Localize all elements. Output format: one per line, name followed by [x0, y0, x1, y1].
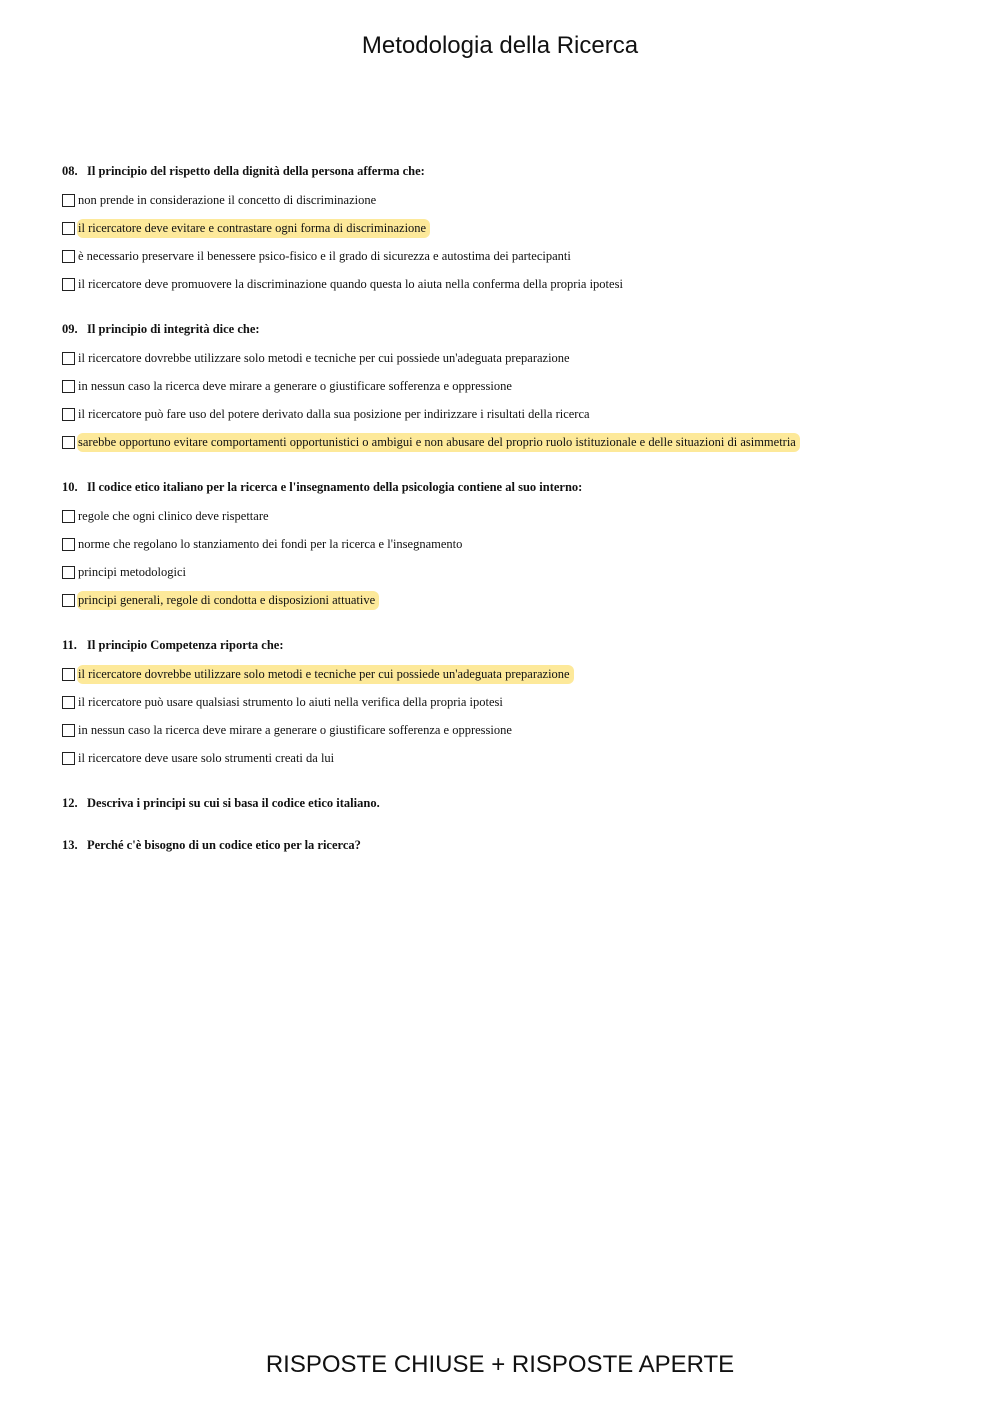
- answer-option[interactable]: [62, 530, 962, 558]
- question-number: 11.: [62, 638, 77, 652]
- question-text: Il principio Competenza riporta che:: [87, 638, 284, 652]
- checkbox[interactable]: [62, 250, 75, 263]
- option-text: regole che ogni clinico deve rispettare: [78, 508, 269, 523]
- question-number: 12.: [62, 796, 78, 810]
- answer-option[interactable]: [62, 344, 962, 372]
- option-text: principi metodologici: [78, 564, 186, 579]
- question-text: Il codice etico italiano per la ricerca e l'insegnamento della psicologia contiene al suo interno:: [87, 480, 583, 494]
- option-text-highlighted: sarebbe opportuno evitare comportamenti opportunistici o ambigui e non abusare del proprio ruolo istituzionale e delle situazioni di asimmetria: [77, 433, 800, 452]
- answer-option[interactable]: [62, 502, 962, 530]
- question-11: [62, 634, 962, 772]
- question-text: Perché c'è bisogno di un codice etico per la ricerca?: [87, 838, 361, 852]
- checkbox[interactable]: [62, 696, 75, 709]
- checkbox[interactable]: [62, 510, 75, 523]
- option-text-highlighted: il ricercatore deve evitare e contrastare ogni forma di discriminazione: [77, 219, 430, 238]
- answer-option[interactable]: [62, 744, 962, 772]
- answer-option[interactable]: [62, 586, 962, 614]
- option-text: il ricercatore può usare qualsiasi strumento lo aiuti nella verifica della propria ipotesi: [78, 694, 503, 709]
- question-number: 13.: [62, 838, 78, 852]
- question-13: [62, 834, 962, 856]
- question-list: [62, 160, 962, 876]
- answer-option[interactable]: [62, 558, 962, 586]
- checkbox[interactable]: [62, 538, 75, 551]
- checkbox[interactable]: [62, 668, 75, 681]
- option-text: il ricercatore deve usare solo strumenti creati da lui: [78, 750, 335, 765]
- answer-option[interactable]: [62, 688, 962, 716]
- option-text: in nessun caso la ricerca deve mirare a generare o giustificare sofferenza e oppressione: [78, 378, 512, 393]
- question-heading: [62, 318, 962, 340]
- question-number: 08.: [62, 164, 78, 178]
- checkbox[interactable]: [62, 724, 75, 737]
- answer-option[interactable]: [62, 372, 962, 400]
- question-number: 10.: [62, 480, 78, 494]
- option-text-highlighted: principi generali, regole di condotta e disposizioni attuative: [77, 591, 379, 610]
- question-text: Il principio del rispetto della dignità della persona afferma che:: [87, 164, 425, 178]
- checkbox[interactable]: [62, 752, 75, 765]
- option-text: è necessario preservare il benessere psico-fisico e il grado di sicurezza e autostima dei partecipanti: [78, 248, 571, 263]
- checkbox[interactable]: [62, 222, 75, 235]
- option-text: il ricercatore può fare uso del potere derivato dalla sua posizione per indirizzare i risultati della ricerca: [78, 406, 590, 421]
- question-heading: [62, 792, 962, 814]
- checkbox[interactable]: [62, 278, 75, 291]
- answer-option[interactable]: [62, 660, 962, 688]
- option-text: il ricercatore deve promuovere la discriminazione quando questa lo aiuta nella conferma della propria ipotesi: [78, 276, 623, 291]
- option-text: non prende in considerazione il concetto di discriminazione: [78, 192, 377, 207]
- question-08: [62, 160, 962, 298]
- question-heading: [62, 834, 962, 856]
- question-heading: [62, 160, 962, 182]
- option-text: norme che regolano lo stanziamento dei fondi per la ricerca e l'insegnamento: [78, 536, 463, 551]
- answer-option[interactable]: [62, 186, 962, 214]
- question-09: [62, 318, 962, 456]
- option-text: in nessun caso la ricerca deve mirare a generare o giustificare sofferenza e oppressione: [78, 722, 512, 737]
- checkbox[interactable]: [62, 194, 75, 207]
- checkbox[interactable]: [62, 352, 75, 365]
- question-heading: [62, 476, 962, 498]
- footer-title: RISPOSTE CHIUSE + RISPOSTE APERTE: [265, 1351, 735, 1378]
- question-10: [62, 476, 962, 614]
- answer-option[interactable]: [62, 214, 962, 242]
- question-text: Descriva i principi su cui si basa il codice etico italiano.: [87, 796, 380, 810]
- option-text-highlighted: il ricercatore dovrebbe utilizzare solo metodi e tecniche per cui possiede un'adeguata preparazione: [77, 665, 574, 684]
- question-heading: [62, 634, 962, 656]
- checkbox[interactable]: [62, 594, 75, 607]
- answer-option[interactable]: [62, 716, 962, 744]
- checkbox[interactable]: [62, 408, 75, 421]
- checkbox[interactable]: [62, 380, 75, 393]
- checkbox[interactable]: [62, 436, 75, 449]
- answer-option[interactable]: [62, 270, 962, 298]
- option-text: il ricercatore dovrebbe utilizzare solo metodi e tecniche per cui possiede un'adeguata preparazione: [78, 350, 570, 365]
- question-12: [62, 792, 962, 814]
- page-title: Metodologia della Ricerca: [361, 32, 639, 59]
- question-text: Il principio di integrità dice che:: [87, 322, 260, 336]
- checkbox[interactable]: [62, 566, 75, 579]
- answer-option[interactable]: [62, 400, 962, 428]
- question-number: 09.: [62, 322, 78, 336]
- answer-option[interactable]: [62, 428, 962, 456]
- answer-option[interactable]: [62, 242, 962, 270]
